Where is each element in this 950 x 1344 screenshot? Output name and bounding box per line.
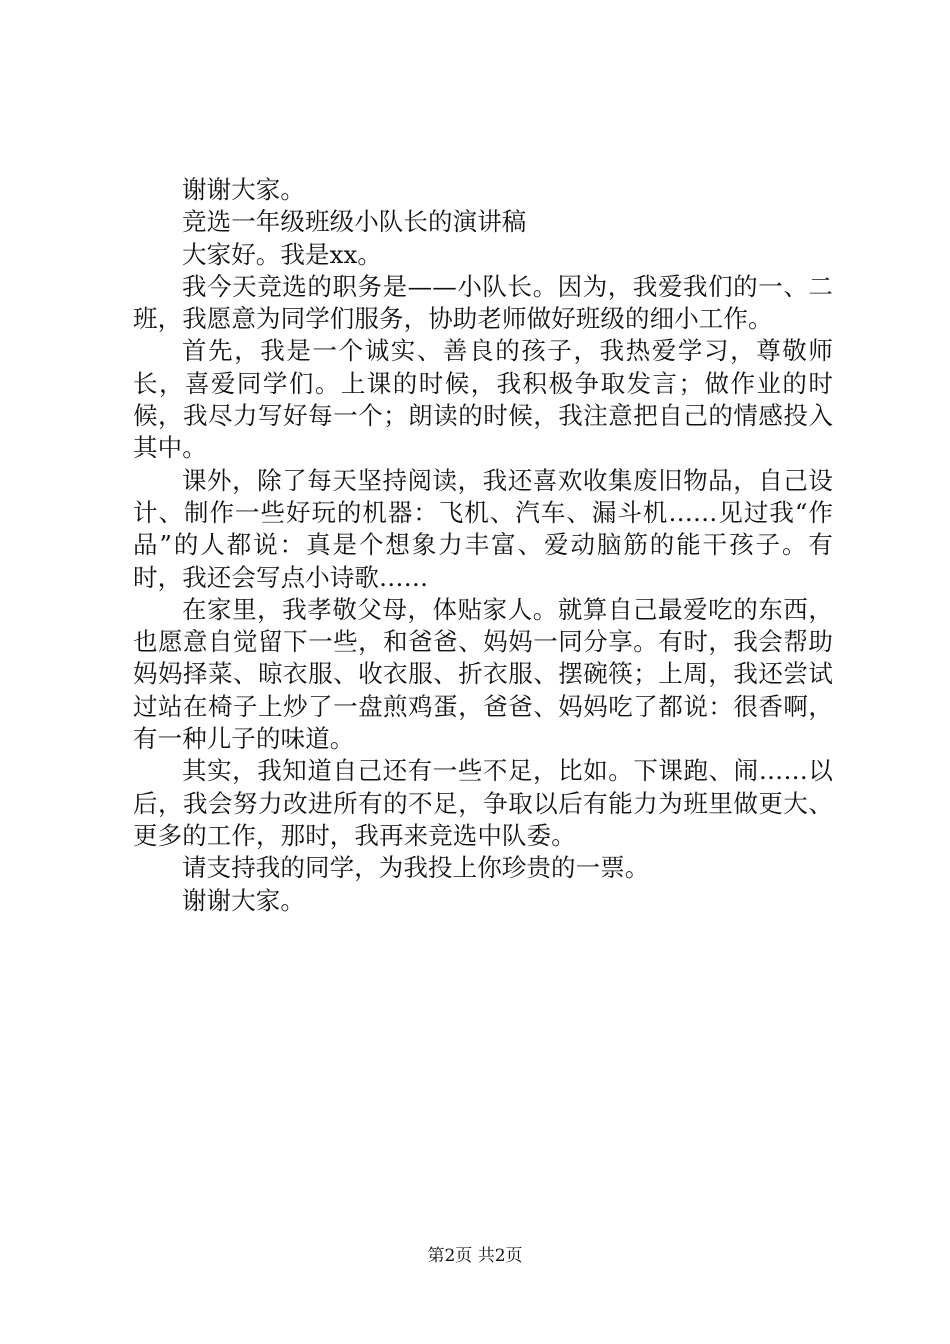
page-number-footer: 第2页 共2页 [427,1246,523,1266]
speech-title: 竞选一年级班级小队长的演讲稿 [182,207,527,237]
vote-request-paragraph: 请支持我的同学，为我投上你珍贵的一票。 [182,853,650,883]
home-paragraph: 在家里，我孝敬父母，体贴家人。就算自己最爱吃的东西，也愿意自觉留下一些，和爸爸、妈妈一同分享。有时，我会帮助妈妈择菜、晾衣服、收衣服、折衣服、摆碗筷；上周，我还尝试过站在椅子上炒了一盘煎鸡蛋，爸爸、妈妈吃了都说：很香啊，有一种儿子的味道。 [133,594,833,754]
closing-thanks: 谢谢大家。 [182,885,305,915]
character-paragraph: 首先，我是一个诚实、善良的孩子，我热爱学习，尊敬师长，喜爱同学们。上课的时候，我积极争取发言；做作业的时候，我尽力写好每一个；朗读的时候，我注意把自己的情感投入其中。 [133,336,833,463]
improvement-paragraph: 其实，我知道自己还有一些不足，比如。下课跑、闹……以后，我会努力改进所有的不足，争取以后有能力为班里做更大、更多的工作，那时，我再来竞选中队委。 [133,756,833,850]
greeting-paragraph: 大家好。我是xx。 [182,239,383,269]
closing-thanks-previous: 谢谢大家。 [182,175,305,204]
hobby-paragraph: 课外，除了每天坚持阅读，我还喜欢收集废旧物品，自己设计、制作一些好玩的机器：飞机、汽车、漏斗机……见过我“作品”的人都说：真是个想象力丰富、爱动脑筋的能干孩子。有时，我还会写点小诗歌…… [133,465,833,592]
speech-body [133,174,833,917]
position-paragraph: 我今天竞选的职务是——小队长。因为，我爱我们的一、二班，我愿意为同学们服务，协助老师做好班级的细小工作。 [133,271,833,334]
